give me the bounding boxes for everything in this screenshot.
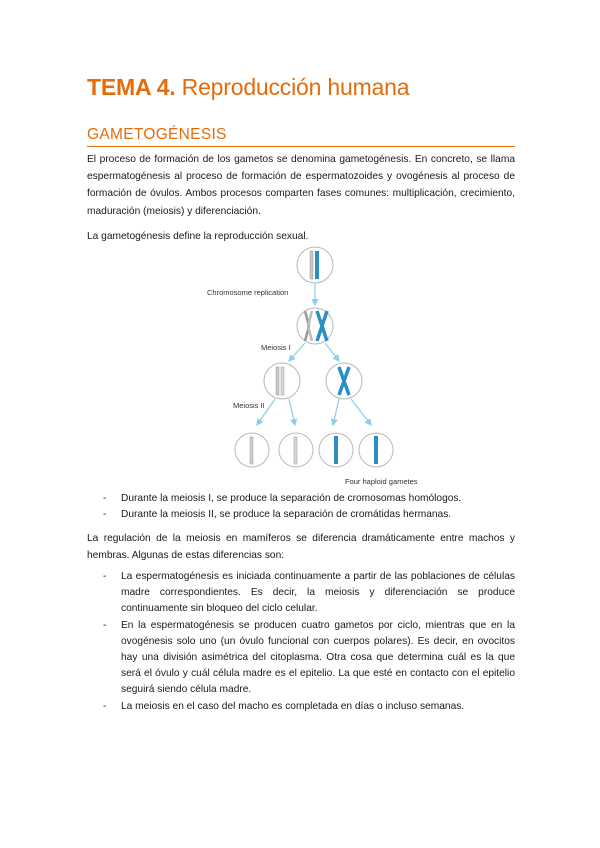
label-meiosis2: Meiosis II [233,401,265,410]
cell-original [297,247,333,283]
list-dash: - [103,509,107,521]
intro-paragraph: El proceso de formación de los gametos se denomina gametogénesis. En concreto, se llama espermatogénesis al proceso de formación de espermatozoides y ovogénesis al proceso de formación de óvulos. Ambos procesos comparten fases comunes: multiplicación, crecimiento, maduración (meiosis) y diferenciación. [87,154,515,217]
list-item: - La meiosis en el caso del macho es completada en días o incluso semanas. [87,699,515,715]
list-item: - La espermatogénesis es iniciada continuamente a partir de las poblaciones de células madre correspondientes. Es decir, la meiosis y diferenciación se produce continuamente sin bloqueo del ciclo celular. [103,571,515,615]
meiosis-diagram [205,243,465,491]
title-text: Reproducción humana [175,74,410,100]
list-dash: - [103,571,107,582]
gamete-1 [235,433,269,467]
section-heading: GAMETOGÉNESIS [87,126,515,147]
meiosis-list [87,491,515,523]
gamete-4 [359,433,393,467]
list-item: - En la espermatogénesis se producen cuatro gametos por ciclo, mientras que en la ovogénesis solo uno (un óvulo funcional con cuerpos polares). Es decir, en ovocitos hay una división asimétrica del citoplasma. Otra cosa que determina cuál es la que será el óvulo y cuál célula madre es el epitelio. La que esté en contacto con el epitelio seguirá siendo célula madre. [103,619,515,696]
label-gametes: Four haploid gametes [345,477,418,486]
gamete-2 [279,433,313,467]
list-dash: - [103,619,107,631]
list-item: - Durante la meiosis I, se produce la separación de cromosomas homólogos. [87,491,515,507]
regulation-paragraph: La regulación de la meiosis en mamíferos se diferencia dramáticamente entre machos y hembras. Algunas de estas diferencias son: [87,533,515,562]
list-dash: - [103,700,107,712]
cell-meiosis1-right [326,363,362,399]
cell-meiosis1-left [264,363,300,399]
list-item: - Durante la meiosis II, se produce la separación de cromátidas hermanas. [87,507,515,523]
meiosis-list-block [87,491,515,523]
gamete-3 [319,433,353,467]
page-content [87,72,515,245]
cell-replicated [297,308,333,344]
differences-block [87,569,515,715]
title-number: TEMA 4. [87,74,176,100]
label-meiosis1: Meiosis I [261,343,291,352]
list-dash: - [103,493,107,504]
label-replication: Chromosome replication [207,288,289,297]
regulation-block [87,530,515,564]
page-title [87,72,515,102]
reproduction-paragraph: La gametogénesis define la reproducción sexual. [87,230,309,242]
differences-list [87,569,515,715]
